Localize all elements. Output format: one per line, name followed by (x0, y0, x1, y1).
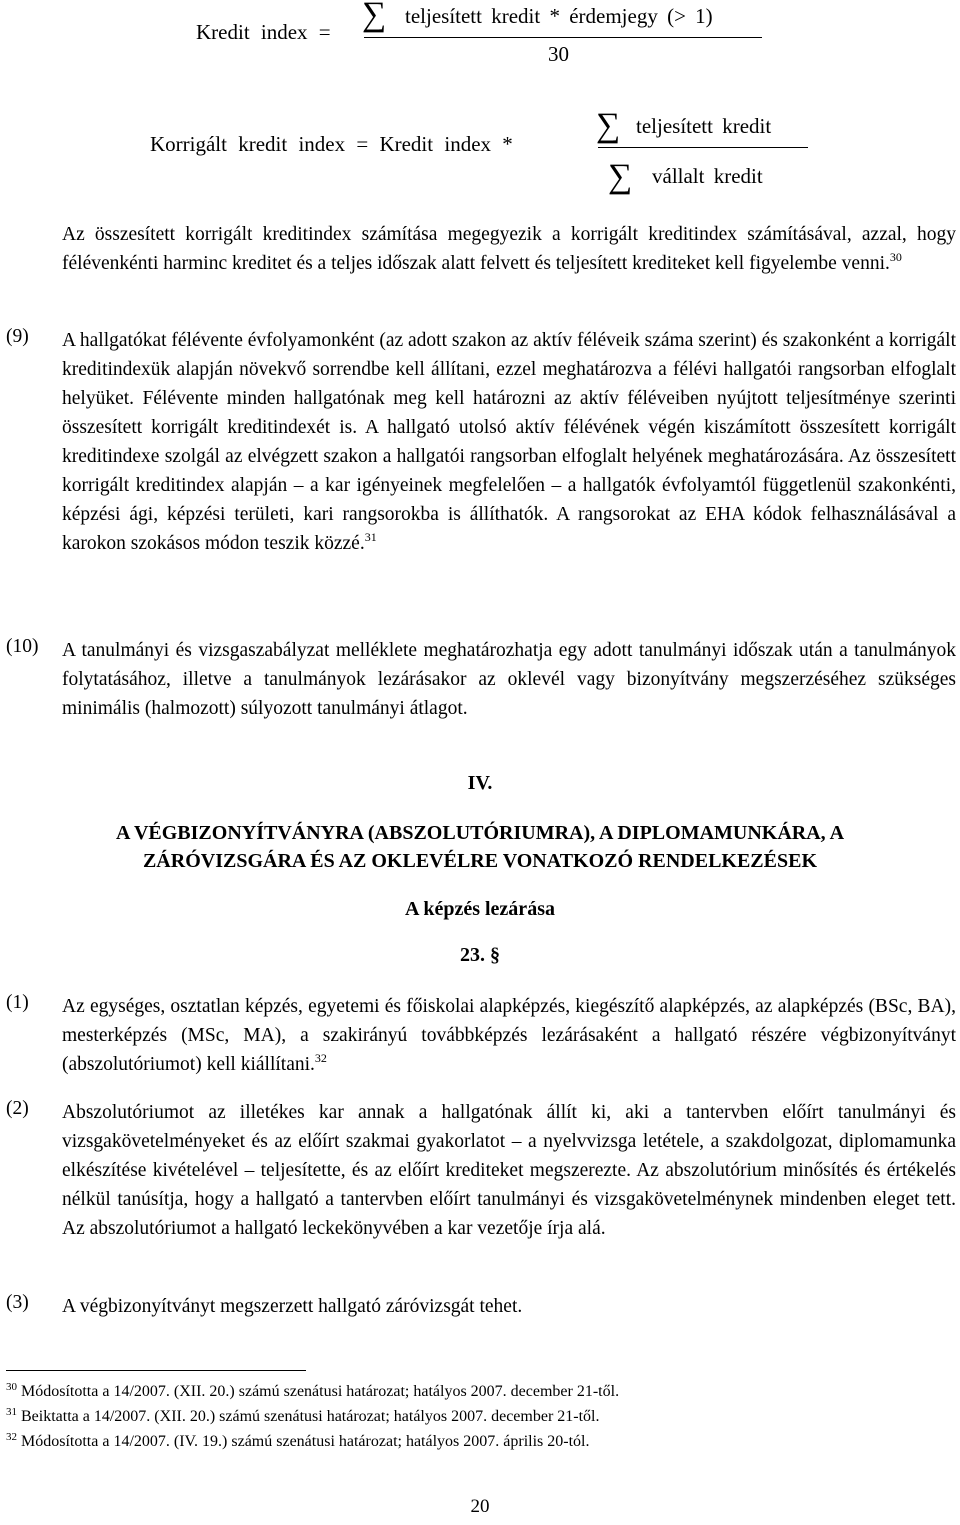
footnote-ref: 30 (889, 250, 902, 264)
formula2-lhs: Korrigált kredit index = Kredit index * (150, 132, 513, 156)
footnote (6, 1408, 599, 1426)
footnote-separator (6, 1370, 306, 1371)
footnote-text: Beiktatta a 14/2007. (XII. 20.) számú szenátusi határozat; hatályos 2007. december 21-től. (21, 1408, 600, 1425)
section-number: (3) (6, 1292, 29, 1313)
chapter-number: IV. (467, 772, 493, 794)
footnote-number: 30 (6, 1381, 17, 1393)
footnote-ref: 31 (364, 530, 377, 544)
chapter-title-line-1: A VÉGBIZONYÍTVÁNYRA (ABSZOLUTÓRIUMRA), A DIPLOMAMUNKÁRA, A (115, 822, 845, 844)
formula2-numerator: teljesített kredit (636, 114, 772, 138)
paragraph-sign: 23. § (460, 944, 500, 966)
section-number: (9) (6, 326, 29, 347)
page-number: 20 (470, 1496, 490, 1517)
formula1-denominator: 30 (548, 42, 569, 66)
footnote (6, 1383, 619, 1401)
intro-paragraph (62, 220, 956, 278)
point-3-text: A végbizonyítványt megszerzett hallgató záróvizsgát tehet. (62, 1296, 523, 1317)
footnote-number: 31 (6, 1406, 17, 1418)
section-number: (2) (6, 1098, 29, 1119)
section-10-paragraph (62, 636, 956, 723)
intro-text: Az összesített korrigált kreditindex számítása megegyezik a korrigált kreditindex számításával, azzal, hogy félévenkénti harminc kreditet és a teljes időszak alatt felvett és teljesített krediteket kell figyelembe venni. (62, 224, 956, 274)
point-2-paragraph (62, 1098, 956, 1243)
subtitle: A képzés lezárása (405, 898, 555, 920)
point-1-paragraph (62, 992, 956, 1079)
formula1-numerator: teljesített kredit * érdemjegy (> 1) (405, 4, 713, 28)
sum-icon: ∑ (362, 0, 387, 33)
footnote-number: 32 (6, 1431, 17, 1443)
footnote (6, 1433, 589, 1451)
section-number: (10) (6, 636, 39, 657)
point-3-paragraph (62, 1292, 956, 1321)
section-10-text: A tanulmányi és vizsgaszabályzat melléklete meghatározhatja egy adott tanulmányi időszak után a tanulmányok folytatásához, illetve a tanulmányok lezárásakor az oklevél vagy bizonyítvány megszerzéséhez szükséges minimális (halmozott) súlyozott tanulmányi átlagot. (62, 640, 956, 719)
sum-icon: ∑ (596, 107, 621, 144)
section-number: (1) (6, 992, 29, 1013)
section-9-text: A hallgatókat félévente évfolyamonként (az adott szakon az aktív féléveik száma szerint) és szakonként a korrigált kreditindexük alapján növekvő sorrendbe kell állítani, ezzel meghatározva a félévi hallgatói rangsorban elfoglalt helyüket. Félévente minden hallgatónak meg kell határozni az aktív féléveiben nyújtott teljesítménye szerinti összesített korrigált kreditindexét is. A hallgató utolsó aktív félévének végén kiszámított összesített korrigált kreditindexe szolgál az elvégzett szakon a hallgatói rangsorban elfoglalt helyének meghatározására. Az összesített korrigált kreditindex alapján – a kar igényeinek megfelelően – a hallgatók évfolyamtól függetlenül szakonkénti, képzési ági, képzési területi, kari rangsorokba is állíthatók. A rangsorokat az EHA kódok felhasználásával a karokon szokásos módon teszik közzé. (62, 330, 956, 554)
footnote-ref: 32 (314, 1051, 327, 1065)
formula2-denominator: vállalt kredit (652, 164, 763, 188)
chapter-title-line-2: ZÁRÓVIZSGÁRA ÉS AZ OKLEVÉLRE VONATKOZÓ RENDELKEZÉSEK (142, 850, 818, 872)
footnote-text: Módosította a 14/2007. (XII. 20.) számú szenátusi határozat; hatályos 2007. december 21-től. (21, 1383, 620, 1400)
point-1-text: Az egységes, osztatlan képzés, egyetemi és főiskolai alapképzés, kiegészítő alapképzés, az alapképzés (BSc, BA), mesterképzés (MSc, MA), a szakirányú továbbképzés lezárásaként a hallgató részére végbizonyítványt (abszolutóriumot) kell kiállítani. (62, 996, 956, 1075)
section-9-paragraph (62, 326, 956, 558)
point-2-text: Abszolutóriumot az illetékes kar annak a hallgatónak állít ki, aki a tantervben előírt tanulmányi és vizsgakövetelményeket és az előírt szakmai gyakorlatot – a nyelvvizsga letétele, a szakdolgozat, diplomamunka elkészítése kivételével – teljesítette, és az előírt krediteket megszerezte. Az abszolutórium minősítés és értékelés nélkül tanúsítja, hogy a hallgató a tantervben előírt tanulmányi és vizsgakövetelménynek mindenben eleget tett. Az abszolutóriumot a hallgató leckekönyvében a kar vezetője írja alá. (62, 1102, 956, 1239)
fraction-bar (598, 147, 808, 148)
fraction-bar (364, 37, 762, 38)
sum-icon: ∑ (608, 158, 633, 195)
formula1-lhs: Kredit index = (196, 20, 331, 44)
footnote-text: Módosította a 14/2007. (IV. 19.) számú szenátusi határozat; hatályos 2007. április 20-tól. (21, 1433, 590, 1450)
